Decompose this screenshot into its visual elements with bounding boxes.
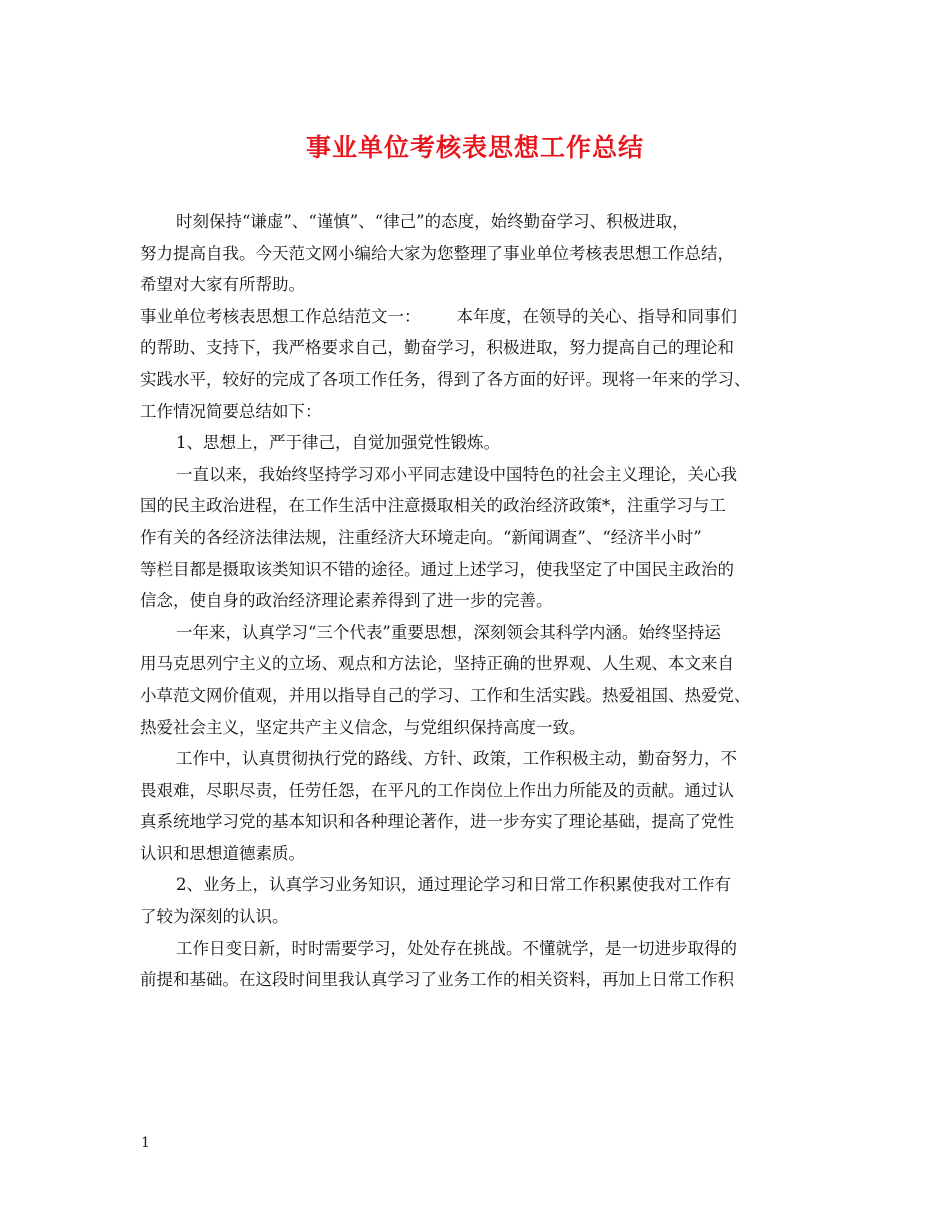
paragraph-line: 一直以来，我始终坚持学习邓小平同志建设中国特色的社会主义理论，关心我 [176, 464, 737, 484]
paragraph-line: 前提和基础。在这段时间里我认真学习了业务工作的相关资料，再加上日常工作积 [140, 970, 734, 990]
document-body [140, 206, 830, 996]
paragraph-line: 小草范文网价值观，并用以指导自己的学习、工作和生活实践。热爱祖国、热爱党、 [140, 685, 751, 705]
paragraph-line: 工作情况简要总结如下： [140, 401, 322, 421]
paragraph-line: 努力提高自我。今天范文网小编给大家为您整理了事业单位考核表思想工作总结， [140, 243, 734, 263]
paragraph-line: 工作日变日新，时时需要学习，处处存在挑战。不懂就学，是一切进步取得的 [176, 938, 737, 958]
paragraph-text: 本年度，在领导的关心、指导和同事们 [456, 306, 737, 326]
section-heading: 2、业务上，认真学习业务知识，通过理论学习和日常工作积累使我对工作有 [176, 875, 731, 895]
page-number: 1 [141, 1135, 150, 1151]
document-title: 事业单位考核表思想工作总结 [305, 133, 644, 162]
paragraph-line: 了较为深刻的认识。 [140, 907, 289, 927]
section-heading: 1、思想上，严于律己，自觉加强党性锻炼。 [176, 433, 500, 453]
paragraph-line: 用马克思列宁主义的立场、观点和方法论，坚持正确的世界观、人生观、本文来自 [140, 654, 734, 674]
paragraph-line: 实践水平，较好的完成了各项工作任务，得到了各方面的好评。现将一年来的学习、 [140, 369, 751, 389]
paragraph-line: 时刻保持“谦虚”、“谨慎”、“律己”的态度，始终勤奋学习、积极进取， [176, 212, 689, 231]
paragraph-line: 畏艰难，尽职尽责，任劳任怨，在平凡的工作岗位上作出力所能及的贡献。通过认 [140, 780, 734, 800]
paragraph-line: 工作中，认真贯彻执行党的路线、方针、政策，工作积极主动，勤奋努力，不 [176, 749, 737, 769]
paragraph-line: 认识和思想道德素质。 [140, 843, 305, 863]
paragraph-line: 真系统地学习党的基本知识和各种理论著作，进一步夯实了理论基础，提高了党性 [140, 812, 734, 832]
paragraph-line: 的帮助、支持下，我严格要求自己，勤奋学习，积极进取，努力提高自己的理论和 [140, 338, 734, 358]
paragraph-line: 热爱社会主义，坚定共产主义信念，与党组织保持高度一致。 [140, 717, 586, 737]
section-heading: 事业单位考核表思想工作总结范文一： [140, 306, 421, 326]
paragraph-line: 等栏目都是摄取该类知识不错的途径。通过上述学习，使我坚定了中国民主政治的 [140, 559, 734, 579]
paragraph-line: 作有关的各经济法律法规，注重经济大环境走向。“新闻调查”、“经济半小时” [140, 527, 702, 547]
paragraph-line: 国的民主政治进程，在工作生活中注意摄取相关的政治经济政策*，注重学习与工 [140, 496, 726, 516]
paragraph-line: 信念，使自身的政治经济理论素养得到了进一步的完善。 [140, 591, 553, 611]
paragraph-line: 一年来，认真学习“三个代表”重要思想，深刻领会其科学内涵。始终坚持运 [176, 622, 721, 642]
paragraph-line: 希望对大家有所帮助。 [140, 275, 305, 295]
paragraph-line [140, 301, 830, 333]
